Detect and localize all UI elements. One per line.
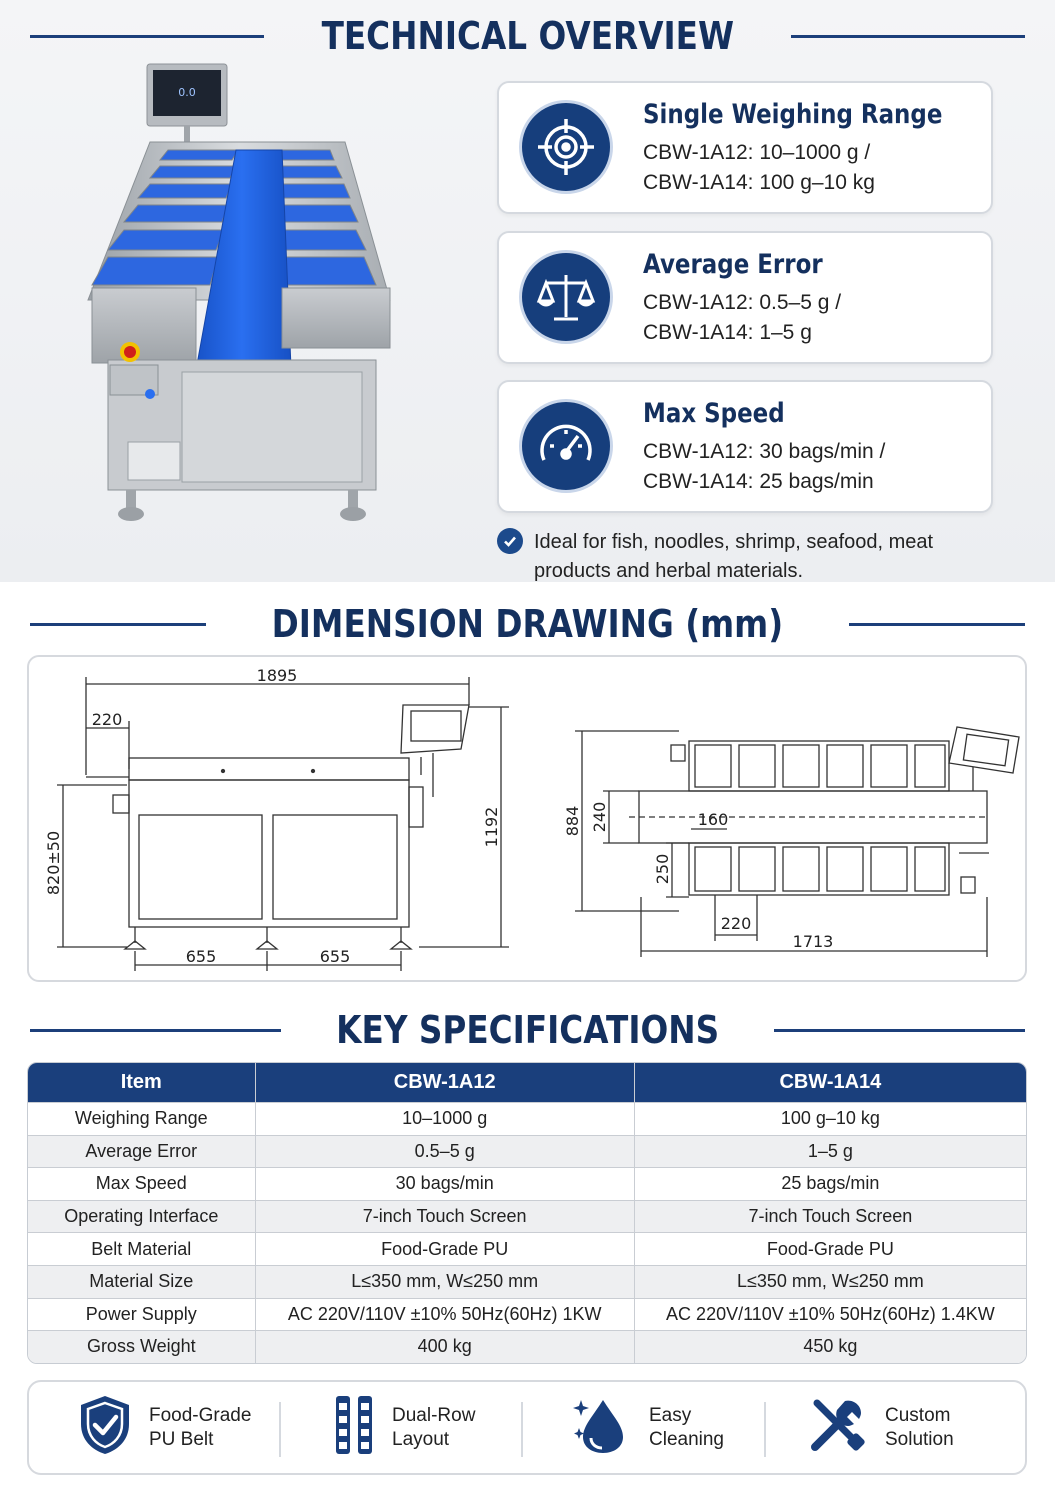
- feature-label-line: Solution: [885, 1428, 954, 1450]
- top-view: [563, 727, 1019, 957]
- speedometer-icon: [519, 399, 613, 493]
- feature-label-line: Layout: [392, 1428, 450, 1450]
- dim-offset: 220: [91, 710, 123, 729]
- feature-custom-solution: [807, 1382, 954, 1473]
- note-line: products and herbal materials.: [534, 560, 804, 582]
- tools-icon: [807, 1395, 867, 1460]
- spec-card-weighing-range: [497, 81, 993, 214]
- spec-table: [27, 1062, 1027, 1364]
- dimension-drawing: [27, 655, 1027, 982]
- table-header-cell: CBW-1A12: [255, 1063, 634, 1102]
- table-cell: Max Speed: [28, 1167, 255, 1200]
- header-rule: [30, 1029, 281, 1032]
- card-line: CBW-1A12: 10–1000 g /: [643, 141, 871, 164]
- header-rule: [791, 35, 1025, 38]
- table-cell: 450 kg: [634, 1330, 1026, 1363]
- dim-foot-span: 655: [185, 947, 217, 966]
- feature-easy-cleaning: [569, 1382, 724, 1473]
- table-cell: L≤350 mm, W≤250 mm: [255, 1265, 634, 1298]
- drawing-header: [0, 602, 1055, 646]
- feature-label: [392, 1404, 475, 1452]
- table-header-cell: Item: [28, 1063, 255, 1102]
- table-cell: Material Size: [28, 1265, 255, 1298]
- table-cell: Belt Material: [28, 1232, 255, 1265]
- bucket-row-upper: [689, 741, 949, 791]
- table-cell: Average Error: [28, 1135, 255, 1168]
- feature-label-line: Easy: [649, 1404, 692, 1426]
- section-title-overview: TECHNICAL OVERVIEW: [321, 14, 734, 58]
- table-cell: 7-inch Touch Screen: [634, 1200, 1026, 1233]
- card-title: Max Speed: [643, 398, 785, 429]
- spec-card-max-speed: [497, 380, 993, 513]
- feature-divider: [764, 1402, 766, 1457]
- machine-image: [0, 60, 480, 580]
- table-row: [28, 1135, 1026, 1168]
- table-cell: Power Supply: [28, 1298, 255, 1331]
- feature-label-line: Custom: [885, 1404, 951, 1426]
- screen-readout: 0.0: [178, 86, 196, 99]
- table-cell: 100 g–10 kg: [634, 1102, 1026, 1135]
- feature-divider: [521, 1402, 523, 1457]
- dim-foot-span: 655: [319, 947, 351, 966]
- feature-label-line: Dual-Row: [392, 1404, 476, 1426]
- table-row: [28, 1232, 1026, 1265]
- spec-card-average-error: [497, 231, 993, 364]
- table-cell: 400 kg: [255, 1330, 634, 1363]
- dim-width-total: 884: [563, 805, 582, 837]
- overview-header: [0, 14, 1055, 58]
- feature-label-line: Food-Grade: [149, 1404, 252, 1426]
- dim-gap: 160: [697, 810, 729, 829]
- table-row: [28, 1265, 1026, 1298]
- table-row: [28, 1102, 1026, 1135]
- table-cell: L≤350 mm, W≤250 mm: [634, 1265, 1026, 1298]
- table-cell: Weighing Range: [28, 1102, 255, 1135]
- table-row: [28, 1330, 1026, 1363]
- section-title-drawing: DIMENSION DRAWING (mm): [271, 602, 784, 646]
- bucket-row-lower: [689, 843, 949, 895]
- shield-check-icon: [79, 1394, 131, 1461]
- table-row: [28, 1200, 1026, 1233]
- feature-label: [649, 1404, 724, 1452]
- table-cell: Food-Grade PU: [634, 1232, 1026, 1265]
- checkmark-icon: [497, 528, 523, 554]
- header-rule: [774, 1029, 1025, 1032]
- header-rule: [849, 623, 1025, 626]
- table-header-cell: CBW-1A14: [634, 1063, 1026, 1102]
- dual-row-icon: [334, 1394, 374, 1461]
- header-rule: [30, 623, 206, 626]
- note-line: Ideal for fish, noodles, shrimp, seafood, meat: [534, 531, 934, 553]
- table-cell: 30 bags/min: [255, 1167, 634, 1200]
- scale-icon: [519, 250, 613, 344]
- table-cell: AC 220V/110V ±10% 50Hz(60Hz) 1KW: [255, 1298, 634, 1331]
- dim-height-working: 820±50: [44, 830, 63, 896]
- note-text: [534, 528, 974, 586]
- table-row: [28, 1167, 1026, 1200]
- card-title: Single Weighing Range: [643, 99, 943, 130]
- feature-bar: [27, 1380, 1027, 1475]
- table-cell: Gross Weight: [28, 1330, 255, 1363]
- feature-label-line: Cleaning: [649, 1428, 724, 1450]
- front-view: [44, 666, 509, 971]
- feature-label: [885, 1404, 954, 1452]
- dim-bucket-pitch: 220: [720, 914, 752, 933]
- dim-belt-width: 240: [590, 801, 609, 833]
- card-line: CBW-1A14: 1–5 g: [643, 321, 812, 344]
- feature-dual-row: [334, 1382, 475, 1473]
- table-row: [28, 1298, 1026, 1331]
- table-cell: 0.5–5 g: [255, 1135, 634, 1168]
- header-rule: [30, 35, 264, 38]
- feature-divider: [279, 1402, 281, 1457]
- table-cell: Operating Interface: [28, 1200, 255, 1233]
- table-cell: 7-inch Touch Screen: [255, 1200, 634, 1233]
- feature-label: [149, 1404, 251, 1452]
- feature-food-grade: [79, 1382, 251, 1473]
- section-title-specs: KEY SPECIFICATIONS: [336, 1008, 719, 1052]
- dim-height-total: 1192: [482, 806, 501, 848]
- feature-label-line: PU Belt: [149, 1428, 214, 1450]
- table-cell: 25 bags/min: [634, 1167, 1026, 1200]
- card-line: CBW-1A14: 100 g–10 kg: [643, 171, 875, 194]
- dim-frame-length: 1713: [792, 932, 834, 951]
- dim-bucket-depth: 250: [653, 853, 672, 885]
- table-header-row: [28, 1063, 1026, 1102]
- target-icon: [519, 100, 613, 194]
- water-drop-icon: [569, 1394, 631, 1461]
- card-line: CBW-1A12: 0.5–5 g /: [643, 291, 842, 314]
- card-title: Average Error: [643, 249, 823, 280]
- dim-length: 1895: [256, 666, 298, 685]
- table-cell: AC 220V/110V ±10% 50Hz(60Hz) 1.4KW: [634, 1298, 1026, 1331]
- card-line: CBW-1A14: 25 bags/min: [643, 470, 874, 493]
- specs-header: [0, 1008, 1055, 1052]
- table-cell: Food-Grade PU: [255, 1232, 634, 1265]
- card-line: CBW-1A12: 30 bags/min /: [643, 440, 886, 463]
- table-cell: 1–5 g: [634, 1135, 1026, 1168]
- table-cell: 10–1000 g: [255, 1102, 634, 1135]
